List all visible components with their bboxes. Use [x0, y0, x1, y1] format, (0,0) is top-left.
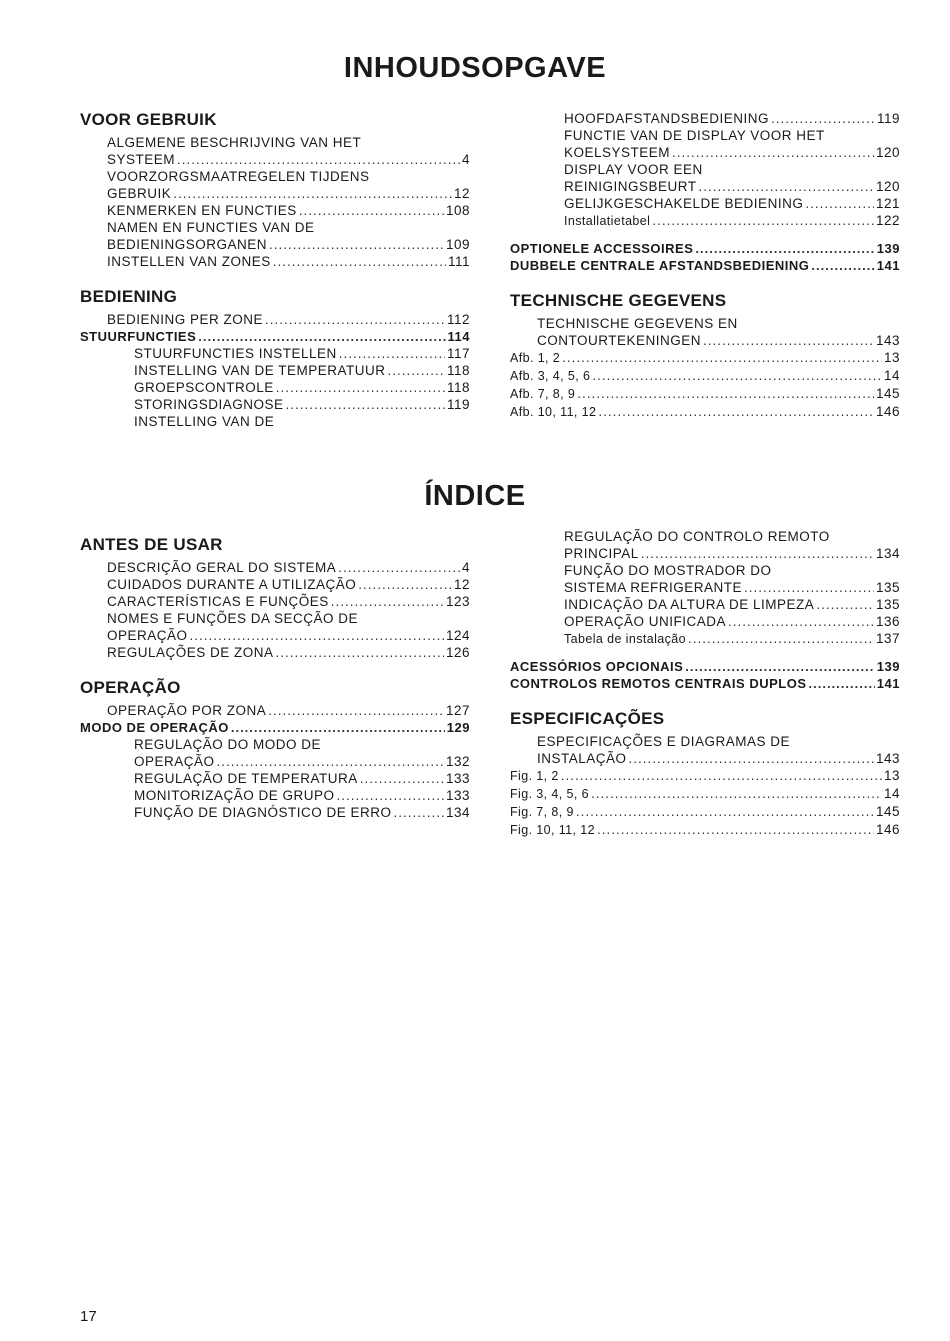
toc-entry — [510, 403, 900, 421]
toc-entry-page: 145 — [875, 386, 900, 401]
toc-entry-title: SISTEMA REFRIGERANTE — [564, 580, 743, 595]
section-heading: VOOR GEBRUIK — [80, 110, 217, 129]
toc-entry-title: CARACTERÍSTICAS E FUNÇÕES — [107, 594, 329, 609]
toc-entry-page: 143 — [875, 751, 900, 766]
toc-line: REGULAÇÃO DO MODO DE — [134, 737, 322, 752]
toc-entry-title: REGULAÇÃO DE TEMPERATURA — [134, 771, 358, 786]
dot-leader — [576, 803, 874, 820]
toc-entry — [510, 613, 900, 630]
dot-leader — [577, 385, 874, 402]
dot-leader — [273, 253, 446, 270]
dot-leader — [816, 596, 874, 613]
toc-entry-title: GROEPSCONTROLE — [134, 380, 274, 395]
section-heading: ANTES DE USAR — [80, 535, 223, 554]
dot-leader — [728, 613, 874, 630]
toc-entry-title: CUIDADOS DURANTE A UTILIZAÇÃO — [107, 577, 357, 592]
toc-entry-title: DUBBELE CENTRALE AFSTANDSBEDIENING — [510, 258, 810, 273]
toc-entry — [80, 753, 470, 770]
toc-entry-page: 14 — [883, 786, 900, 801]
toc-entry-title: DESCRIÇÃO GERAL DO SISTEMA — [107, 560, 337, 575]
toc-entry-page: 135 — [875, 580, 900, 595]
toc-entry — [510, 332, 900, 349]
toc-entry-page: 12 — [453, 186, 470, 201]
toc-entry-page: 129 — [446, 720, 470, 735]
toc-entry-title: OPERAÇÃO — [134, 754, 215, 769]
dot-leader — [561, 767, 882, 784]
toc-line: FUNÇÃO DO MOSTRADOR DO — [564, 563, 772, 578]
toc-pt-left — [80, 535, 470, 821]
dot-leader — [173, 185, 452, 202]
dot-leader — [652, 212, 874, 229]
toc-entry-title: KOELSYSTEEM — [564, 145, 671, 160]
toc-entry-page: 4 — [461, 560, 470, 575]
toc-entry-page: 4 — [461, 152, 470, 167]
toc-entry-title: Installatietabel — [564, 214, 651, 228]
toc-entry-title: REGULAÇÕES DE ZONA — [107, 645, 274, 660]
toc-entry — [510, 750, 900, 767]
toc-entry-page: 134 — [875, 546, 900, 561]
toc-entry-page: 146 — [875, 822, 900, 837]
dot-leader — [771, 110, 875, 127]
toc-entry — [510, 385, 900, 403]
dot-leader — [388, 362, 445, 379]
toc-entry — [80, 644, 470, 661]
dot-leader — [299, 202, 444, 219]
toc-entry — [80, 702, 470, 719]
toc-entry-title: STORINGSDIAGNOSE — [134, 397, 284, 412]
toc-entry-page: 145 — [875, 804, 900, 819]
toc-entry — [510, 630, 900, 648]
dot-leader — [597, 821, 874, 838]
toc-entry — [510, 675, 900, 692]
toc-entry-page: 123 — [445, 594, 470, 609]
toc-entry — [510, 110, 900, 127]
spacer — [510, 274, 900, 291]
toc-entry-title: Fig. 10, 11, 12 — [510, 823, 595, 837]
toc-line: NOMES E FUNÇÕES DA SECÇÃO DE — [107, 611, 359, 626]
spacer — [510, 692, 900, 709]
page-number: 17 — [80, 1308, 97, 1325]
toc-entry — [510, 367, 900, 385]
toc-entry-title: CONTOURTEKENINGEN — [537, 333, 702, 348]
dot-leader — [231, 719, 445, 736]
dot-leader — [811, 257, 874, 274]
toc-entry-page: 124 — [445, 628, 470, 643]
dot-leader — [562, 349, 882, 366]
toc-entry — [80, 804, 470, 821]
toc-entry — [510, 144, 900, 161]
toc-entry-title: CONTROLOS REMOTOS CENTRAIS DUPLOS — [510, 676, 807, 691]
section-heading: OPERAÇÃO — [80, 678, 181, 697]
toc-entry — [510, 212, 900, 230]
toc-entry-page: 137 — [875, 631, 900, 646]
toc-entry-title: MODO DE OPERAÇÃO — [80, 720, 229, 735]
toc-entry-page: 118 — [446, 363, 470, 378]
toc-entry-title: Afb. 1, 2 — [510, 351, 561, 365]
toc-entry-title: INDICAÇÃO DA ALTURA DE LIMPEZA — [564, 597, 815, 612]
toc-entry-page: 135 — [875, 597, 900, 612]
toc-line: VOORZORGSMAATREGELEN TIJDENS — [107, 169, 370, 184]
toc-entry-title: Fig. 3, 4, 5, 6 — [510, 787, 589, 801]
dot-leader — [685, 658, 875, 675]
toc-entry-title: GELIJKGESCHAKELDE BEDIENING — [564, 196, 804, 211]
dot-leader — [688, 630, 874, 647]
toc-entry — [80, 627, 470, 644]
toc-entry-title: STUURFUNCTIES — [80, 329, 197, 344]
dot-leader — [592, 367, 882, 384]
toc-entry-page: 13 — [883, 350, 900, 365]
toc-entry-page: 132 — [445, 754, 470, 769]
toc-entry — [510, 349, 900, 367]
toc-entry — [510, 240, 900, 257]
dot-leader — [598, 403, 874, 420]
dot-leader — [276, 379, 445, 396]
toc-entry-title: REINIGINGSBEURT — [564, 179, 697, 194]
toc-entry-page: 127 — [445, 703, 470, 718]
dot-leader — [337, 787, 444, 804]
dot-leader — [809, 675, 875, 692]
toc-nl-left — [80, 110, 470, 430]
toc-pt-right — [510, 528, 900, 839]
toc-entry-page: 136 — [875, 614, 900, 629]
dot-leader — [695, 240, 874, 257]
toc-entry — [80, 770, 470, 787]
dot-leader — [591, 785, 882, 802]
toc-entry — [80, 593, 470, 610]
toc-entry — [80, 185, 470, 202]
toc-line: ESPECIFICAÇÕES E DIAGRAMAS DE — [537, 734, 791, 749]
dot-leader — [805, 195, 874, 212]
toc-entry-title: INSTELLING VAN DE TEMPERATUUR — [134, 363, 386, 378]
toc-entry-title: SYSTEEM — [107, 152, 176, 167]
toc-entry-page: 119 — [876, 111, 900, 126]
toc-entry — [80, 576, 470, 593]
dot-leader — [394, 804, 444, 821]
toc-entry-title: Afb. 10, 11, 12 — [510, 405, 597, 419]
toc-entry-page: 12 — [453, 577, 470, 592]
toc-line: TECHNISCHE GEGEVENS EN — [537, 316, 738, 331]
toc-entry — [510, 658, 900, 675]
toc-entry — [80, 362, 470, 379]
toc-entry-page: 121 — [875, 196, 900, 211]
toc-entry-page: 112 — [446, 312, 470, 327]
toc-entry — [80, 311, 470, 328]
page-title-nl: INHOUDSOPGAVE — [343, 52, 607, 84]
toc-entry-title: INSTALAÇÃO — [537, 751, 627, 766]
toc-entry-page: 143 — [875, 333, 900, 348]
toc-line: DISPLAY VOOR EEN — [564, 162, 703, 177]
section-heading: BEDIENING — [80, 287, 178, 306]
toc-entry-page: 117 — [446, 346, 470, 361]
dot-leader — [672, 144, 874, 161]
toc-entry-title: MONITORIZAÇÃO DE GRUPO — [134, 788, 335, 803]
toc-entry-page: 14 — [883, 368, 900, 383]
dot-leader — [358, 576, 452, 593]
dot-leader — [360, 770, 444, 787]
toc-entry-page: 141 — [876, 676, 900, 691]
toc-entry-page: 109 — [445, 237, 470, 252]
toc-entry-page: 139 — [876, 659, 900, 674]
toc-entry — [80, 328, 470, 345]
dot-leader — [276, 644, 444, 661]
dot-leader — [265, 311, 445, 328]
toc-entry-page: 122 — [875, 213, 900, 228]
toc-entry-title: BEDIENING PER ZONE — [107, 312, 264, 327]
toc-line: REGULAÇÃO DO CONTROLO REMOTO — [564, 529, 830, 544]
toc-entry-page: 111 — [447, 254, 470, 269]
toc-entry — [510, 596, 900, 613]
toc-entry-title: OPERAÇÃO UNIFICADA — [564, 614, 727, 629]
toc-entry-title: BEDIENINGSORGANEN — [107, 237, 268, 252]
toc-entry-title: Fig. 7, 8, 9 — [510, 805, 574, 819]
dot-leader — [699, 178, 874, 195]
dot-leader — [177, 151, 460, 168]
toc-line: ALGEMENE BESCHRIJVING VAN HET — [107, 135, 362, 150]
dot-leader — [703, 332, 874, 349]
toc-entry — [80, 202, 470, 219]
toc-entry — [510, 195, 900, 212]
toc-entry — [80, 559, 470, 576]
dot-leader — [286, 396, 445, 413]
toc-entry-page: 141 — [876, 258, 900, 273]
toc-entry-title: OPERAÇÃO POR ZONA — [107, 703, 267, 718]
toc-entry-page: 108 — [445, 203, 470, 218]
section-heading: ESPECIFICAÇÕES — [510, 709, 665, 728]
spacer — [80, 270, 470, 287]
toc-entry — [80, 151, 470, 168]
toc-entry — [510, 178, 900, 195]
dot-leader — [744, 579, 874, 596]
dot-leader — [190, 627, 444, 644]
dot-leader — [331, 593, 444, 610]
toc-entry — [510, 579, 900, 596]
dot-leader — [629, 750, 874, 767]
toc-entry — [510, 767, 900, 785]
dot-leader — [641, 545, 874, 562]
toc-entry-title: KENMERKEN EN FUNCTIES — [107, 203, 297, 218]
toc-entry-title: Tabela de instalação — [564, 632, 686, 646]
toc-entry — [510, 785, 900, 803]
toc-entry-page: 120 — [875, 145, 900, 160]
toc-entry-title: Fig. 1, 2 — [510, 769, 559, 783]
toc-entry-title: HOOFDAFSTANDSBEDIENING — [564, 111, 770, 126]
toc-entry-title: Afb. 3, 4, 5, 6 — [510, 369, 591, 383]
toc-entry — [510, 803, 900, 821]
toc-entry-page: 133 — [445, 788, 470, 803]
toc-entry-page: 126 — [445, 645, 470, 660]
toc-entry-page: 139 — [876, 241, 900, 256]
toc-entry-title: STUURFUNCTIES INSTELLEN — [134, 346, 337, 361]
toc-entry-title: OPTIONELE ACCESSOIRES — [510, 241, 694, 256]
toc-entry-page: 114 — [447, 329, 470, 344]
toc-entry-page: 119 — [446, 397, 470, 412]
toc-entry — [80, 396, 470, 413]
toc-entry-page: 133 — [445, 771, 470, 786]
toc-entry-title: PRINCIPAL — [564, 546, 639, 561]
toc-entry — [80, 719, 470, 736]
toc-entry-page: 146 — [875, 404, 900, 419]
toc-entry — [80, 379, 470, 396]
toc-line: FUNCTIE VAN DE DISPLAY VOOR HET — [564, 128, 825, 143]
toc-entry-title: INSTELLEN VAN ZONES — [107, 254, 271, 269]
dot-leader — [338, 559, 460, 576]
toc-entry-title: Afb. 7, 8, 9 — [510, 387, 576, 401]
spacer — [510, 230, 900, 240]
toc-nl-right — [510, 110, 900, 421]
toc-entry — [80, 253, 470, 270]
toc-entry-title: OPERAÇÃO — [107, 628, 188, 643]
toc-entry-title: GEBRUIK — [107, 186, 172, 201]
page-title-pt: ÍNDICE — [424, 480, 526, 512]
toc-entry — [80, 236, 470, 253]
dot-leader — [268, 702, 444, 719]
toc-entry-title: FUNÇÃO DE DIAGNÓSTICO DE ERRO — [134, 805, 392, 820]
dot-leader — [198, 328, 445, 345]
toc-entry — [510, 545, 900, 562]
toc-entry — [510, 257, 900, 274]
dot-leader — [269, 236, 444, 253]
toc-entry — [80, 345, 470, 362]
toc-entry — [80, 787, 470, 804]
toc-entry-page: 134 — [445, 805, 470, 820]
toc-entry-page: 118 — [446, 380, 470, 395]
dot-leader — [339, 345, 445, 362]
toc-entry — [510, 821, 900, 839]
toc-line: INSTELLING VAN DE — [134, 414, 275, 429]
toc-entry-title: ACESSÓRIOS OPCIONAIS — [510, 659, 684, 674]
section-heading: TECHNISCHE GEGEVENS — [510, 291, 727, 310]
toc-line: NAMEN EN FUNCTIES VAN DE — [107, 220, 315, 235]
toc-entry-page: 120 — [875, 179, 900, 194]
spacer — [80, 661, 470, 678]
toc-entry-page: 13 — [883, 768, 900, 783]
spacer — [510, 648, 900, 658]
dot-leader — [217, 753, 444, 770]
